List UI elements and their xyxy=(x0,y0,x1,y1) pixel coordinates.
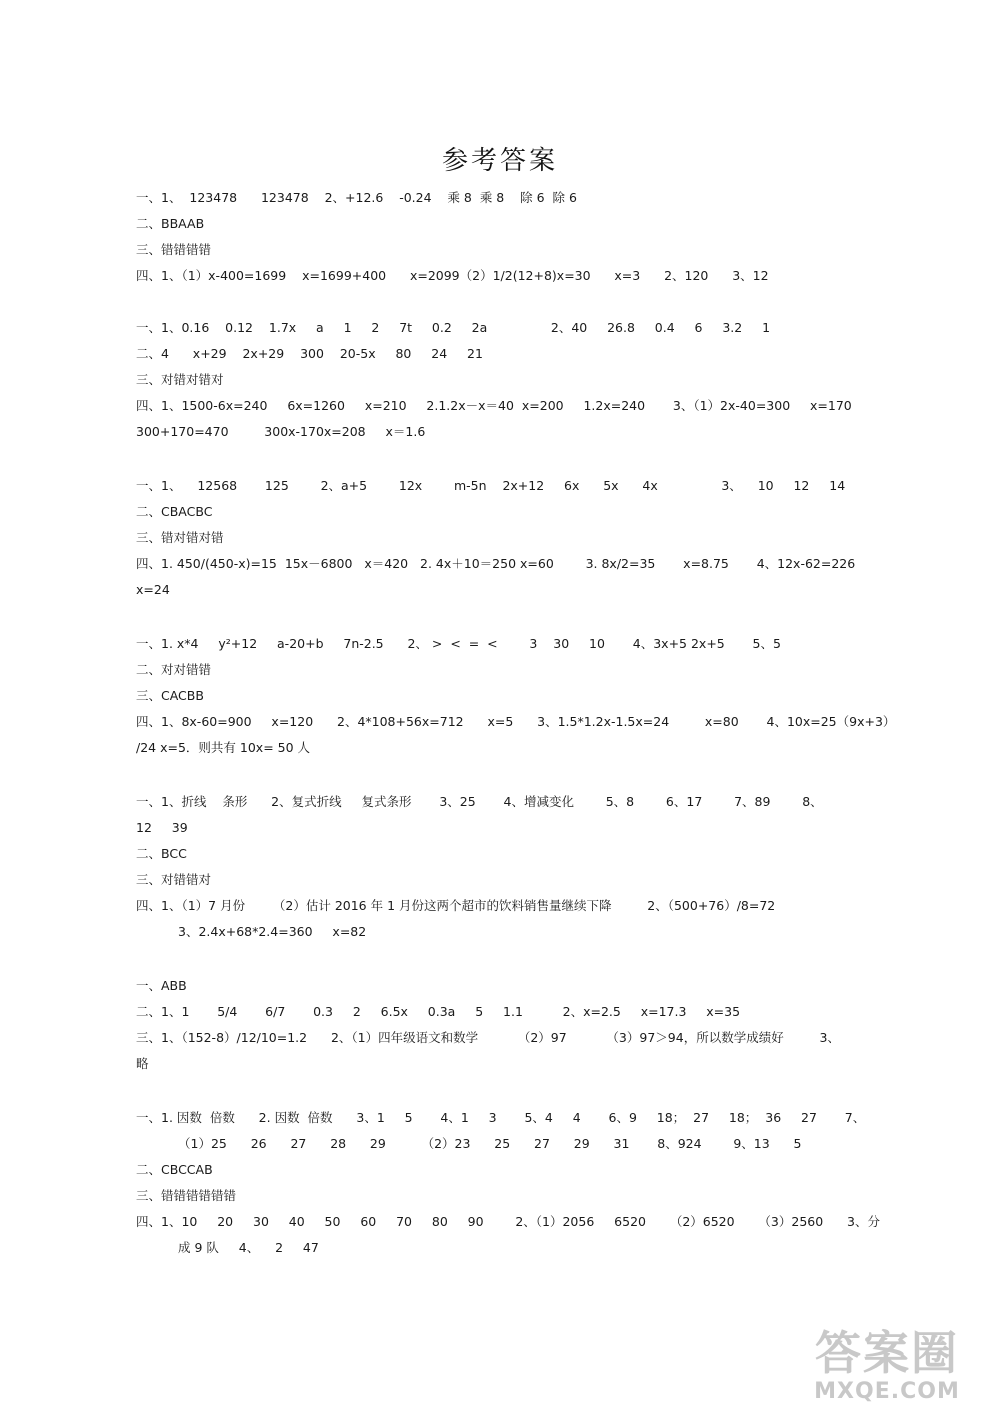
answer-line: 二、1、1 5/4 6/7 0.3 2 6.5x 0.3a 5 1.1 2、x=2.5 x=17.3 x=35 xyxy=(136,1004,741,1019)
answer-line: （1）25 26 27 28 29 （2）23 25 27 29 31 8、924 9、13 5 xyxy=(178,1136,802,1151)
answer-line: 成 9 队 4、 2 47 xyxy=(178,1240,319,1255)
answer-line: 二、CBACBC xyxy=(136,504,213,519)
answer-line: 四、1、8x-60=900 x=120 2、4*108+56x=712 x=5 3、1.5*1.2x-1.5x=24 x=80 4、10x=25（9x+3） xyxy=(136,714,896,729)
answer-line: 3、2.4x+68*2.4=360 x=82 xyxy=(178,924,367,939)
answer-line: 三、错错错错 xyxy=(136,242,212,257)
answer-line: 一、1. x*4 y²+12 a-20+b 7n-2.5 2、 > < = < 3 30 10 4、3x+5 2x+5 5、5 xyxy=(136,636,781,651)
answer-line: 二、BBAAB xyxy=(136,216,205,231)
watermark-logo xyxy=(792,1327,982,1404)
answer-line: 四、1. 450/(450-x)=15 15x－6800 x＝420 2. 4x＋10＝250 x=60 3. 8x/2=35 x=8.75 4、12x-62=226 xyxy=(136,556,856,571)
answer-line: 四、1、10 20 30 40 50 60 70 80 90 2、（1）2056 6520 （2）6520 （3）2560 3、分 xyxy=(136,1214,880,1229)
answer-line: 三、对错对错对 xyxy=(136,372,224,387)
answer-line: 三、错对错对错 xyxy=(136,530,224,545)
answer-line: 一、1. 因数 倍数 2. 因数 倍数 3、1 5 4、1 3 5、4 4 6、9 18； 27 18； 36 27 7、 xyxy=(136,1110,866,1125)
answer-line: 300+170=470 300x-170x=208 x＝1.6 xyxy=(136,424,426,439)
answer-line: 略 xyxy=(136,1056,149,1071)
answer-line: 一、1、 123478 123478 2、+12.6 -0.24 乘 8 乘 8 除 6 除 6 xyxy=(136,190,577,205)
answer-line: 四、1、（1）x-400=1699 x=1699+400 x=2099（2）1/2(12+8)x=30 x=3 2、120 3、12 xyxy=(136,268,769,283)
watermark-url: MXQE.COM xyxy=(814,1379,960,1404)
answer-line: 二、CBCCAB xyxy=(136,1162,213,1177)
answer-line: 一、1、 12568 125 2、a+5 12x m-5n 2x+12 6x 5x 4x 3、 10 12 14 xyxy=(136,478,846,493)
answer-line: 三、对错错对 xyxy=(136,872,212,887)
answer-line: 一、1、0.16 0.12 1.7x a 1 2 7t 0.2 2a 2、40 26.8 0.4 6 3.2 1 xyxy=(136,320,771,335)
page-title: 参考答案 xyxy=(441,146,558,176)
answer-line: 二、4 x+29 2x+29 300 20-5x 80 24 21 xyxy=(136,346,483,361)
answer-line: 一、1、折线 条形 2、复式折线 复式条形 3、25 4、增减变化 5、8 6、17 7、89 8、 xyxy=(136,794,823,809)
answer-line: 12 39 xyxy=(136,820,188,835)
answer-line: x=24 xyxy=(136,582,170,597)
answer-line: 二、BCC xyxy=(136,846,187,861)
answer-line: 二、对对错错 xyxy=(136,662,212,677)
answer-line: 三、CACBB xyxy=(136,688,204,703)
answer-line: 三、错错错错错错 xyxy=(136,1188,237,1203)
answer-line: 三、1、（152-8）/12/10=1.2 2、（1）四年级语文和数学 （2）97 （3）97＞94，所以数学成绩好 3、 xyxy=(136,1030,840,1045)
answer-line: 四、1、1500-6x=240 6x=1260 x=210 2.1.2x－x＝40 x=200 1.2x=240 3、（1）2x-40=300 x=170 xyxy=(136,398,852,413)
answer-line: 一、ABB xyxy=(136,978,187,993)
answer-line: /24 x=5．则共有 10x= 50 人 xyxy=(136,740,311,755)
answer-line: 四、1、（1）7 月份 （2）估计 2016 年 1 月份这两个超市的饮料销售量继续下降 2、（500+76）/8=72 xyxy=(136,898,776,913)
watermark-logo-text: 答案圈 xyxy=(815,1326,959,1380)
